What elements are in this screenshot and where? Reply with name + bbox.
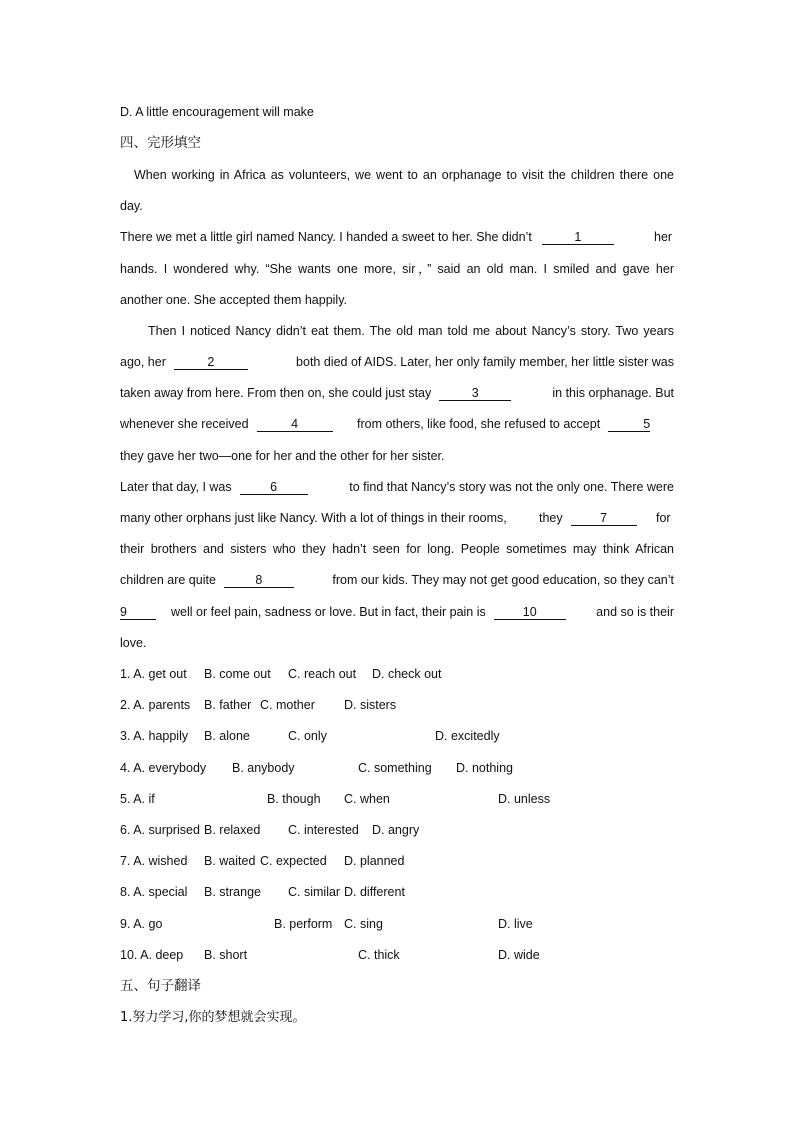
option-a: 1. A. get out bbox=[120, 667, 187, 681]
passage-line-end: to find that Nancy’s story was not the only one. There were bbox=[349, 480, 674, 494]
section-4-title: 四、完形填空 bbox=[120, 135, 201, 151]
option-c: C. interested bbox=[288, 823, 359, 837]
passage-line: Later that day, I was 6 bbox=[120, 479, 308, 495]
option-c: C. similar bbox=[288, 885, 341, 899]
option-d: D. check out bbox=[372, 667, 442, 681]
passage-line bbox=[120, 604, 156, 620]
blank-1: 1 bbox=[542, 230, 614, 245]
passage-line-mid: well or feel pain, sadness or love. But in fact, their pain is 10 bbox=[171, 604, 566, 620]
passage-line: When working in Africa as volunteers, we went to an orphanage to visit the children there one bbox=[134, 168, 674, 182]
passage-line: another one. She accepted them happily. bbox=[120, 293, 348, 307]
blank-2: 2 bbox=[174, 355, 248, 370]
passage-line-end: for bbox=[656, 511, 671, 525]
option-a: 8. A. special bbox=[120, 885, 188, 899]
option-b: B. anybody bbox=[232, 761, 295, 775]
option-c: C. mother bbox=[260, 698, 315, 712]
passage-line: day. bbox=[120, 199, 143, 213]
option-c: C. expected bbox=[260, 854, 327, 868]
blank-5: 5 bbox=[608, 417, 650, 432]
prev-option-d: D. A little encouragement will make bbox=[120, 105, 314, 119]
blank-4: 4 bbox=[257, 417, 333, 432]
option-a: 6. A. surprised bbox=[120, 823, 200, 837]
passage-line-end: from our kids. They may not get good education, so they can’t bbox=[332, 573, 674, 587]
passage-line: There we met a little girl named Nancy. I handed a sweet to her. She didn’t 1 bbox=[120, 229, 614, 245]
passage-line-end: both died of AIDS. Later, her only family member, her little sister was bbox=[296, 355, 674, 369]
option-d: D. live bbox=[498, 917, 533, 931]
option-d: D. sisters bbox=[344, 698, 397, 712]
passage-line-mid: they 7 bbox=[539, 510, 637, 526]
blank-6: 6 bbox=[240, 480, 308, 495]
option-a: 10. A. deep bbox=[120, 948, 184, 962]
option-a: 2. A. parents bbox=[120, 698, 191, 712]
passage-line: whenever she received 4 bbox=[120, 416, 333, 432]
option-a: 3. A. happily bbox=[120, 729, 189, 743]
option-b: B. short bbox=[204, 948, 248, 962]
passage-line: their brothers and sisters who they hadn’t seen for long. People sometimes may think African bbox=[120, 542, 674, 556]
option-b: B. though bbox=[267, 792, 321, 806]
option-d: D. excitedly bbox=[435, 729, 500, 743]
passage-line: many other orphans just like Nancy. With a lot of things in their rooms, bbox=[120, 511, 507, 525]
passage-line: hands. I wondered why. “She wants one more, sir，” said an old man. I smiled and gave her bbox=[120, 262, 674, 276]
passage-line: children are quite 8 bbox=[120, 572, 294, 588]
blank-7: 7 bbox=[571, 511, 637, 526]
option-c: C. thick bbox=[358, 948, 400, 962]
passage-line: love. bbox=[120, 636, 147, 650]
option-b: B. strange bbox=[204, 885, 261, 899]
blank-10: 10 bbox=[494, 605, 566, 620]
translation-item-1: 1.努力学习,你的梦想就会实现。 bbox=[120, 1010, 306, 1025]
blank-9: 9 bbox=[120, 605, 156, 620]
option-a: 9. A. go bbox=[120, 917, 163, 931]
passage-line: ago, her 2 bbox=[120, 354, 248, 370]
option-d: D. angry bbox=[372, 823, 420, 837]
blank-3: 3 bbox=[439, 386, 511, 401]
option-c: C. something bbox=[358, 761, 432, 775]
option-d: D. wide bbox=[498, 948, 540, 962]
passage-line: Then I noticed Nancy didn’t eat them. The old man told me about Nancy’s story. Two years bbox=[148, 324, 674, 338]
option-c: C. when bbox=[344, 792, 390, 806]
option-b: B. perform bbox=[274, 917, 333, 931]
option-d: D. nothing bbox=[456, 761, 513, 775]
option-b: B. waited bbox=[204, 854, 256, 868]
option-c: C. sing bbox=[344, 917, 383, 931]
blank-8: 8 bbox=[224, 573, 294, 588]
option-c: C. only bbox=[288, 729, 327, 743]
option-d: D. unless bbox=[498, 792, 551, 806]
option-b: B. relaxed bbox=[204, 823, 261, 837]
option-a: 7. A. wished bbox=[120, 854, 188, 868]
section-5-title: 五、句子翻译 bbox=[120, 978, 201, 994]
option-d: D. planned bbox=[344, 854, 405, 868]
passage-line-end: and so is their bbox=[596, 605, 674, 619]
passage-line: they gave her two—one for her and the other for her sister. bbox=[120, 449, 445, 463]
option-a: 4. A. everybody bbox=[120, 761, 207, 775]
option-c: C. reach out bbox=[288, 667, 357, 681]
passage-line: taken away from here. From then on, she could just stay 3 bbox=[120, 385, 511, 401]
passage-line-end: her bbox=[654, 230, 673, 244]
option-b: B. father bbox=[204, 698, 252, 712]
passage-line-end: in this orphanage. But bbox=[552, 386, 674, 400]
option-d: D. different bbox=[344, 885, 405, 899]
option-b: B. alone bbox=[204, 729, 250, 743]
passage-line-mid: from others, like food, she refused to accept 5 bbox=[357, 417, 651, 431]
option-a: 5. A. if bbox=[120, 792, 155, 806]
option-b: B. come out bbox=[204, 667, 271, 681]
